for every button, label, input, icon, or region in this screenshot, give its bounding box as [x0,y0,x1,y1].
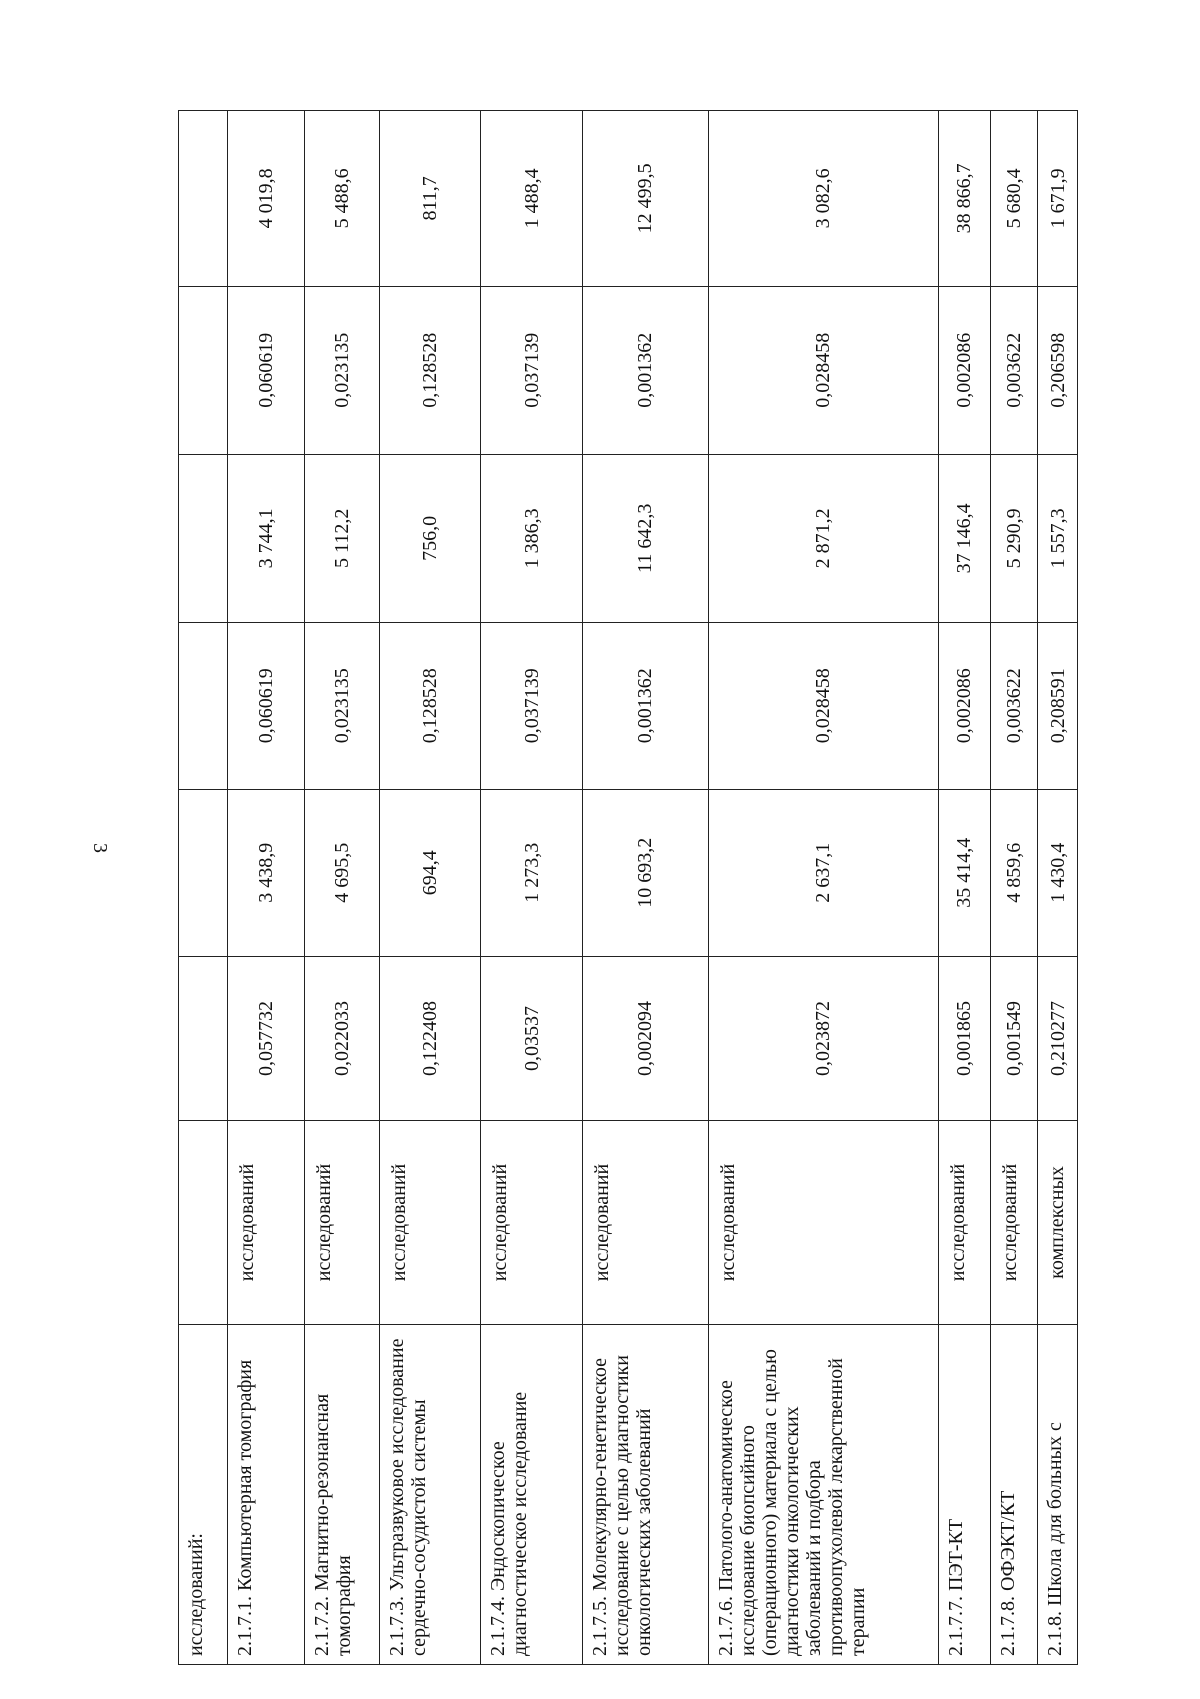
row-value-cell: 0,037139 [481,286,583,454]
row-value-cell: 1 430,4 [1038,789,1078,956]
row-value-cell: 12 499,5 [582,111,708,287]
row-unit-cell: исследований [938,1121,990,1324]
row-value-cell: 4 019,8 [228,111,304,287]
row-value-cell: 0,002086 [938,622,990,789]
row-value-cell: 0,001865 [938,956,990,1121]
row-unit-cell: исследований [708,1121,938,1324]
row-value-cell: 5 290,9 [991,454,1038,622]
row-value-cell: 5 488,6 [304,111,379,287]
row-value-cell: 0,03537 [481,956,583,1121]
row-value-cell: 0,002086 [938,286,990,454]
row-value-cell: 11 642,3 [582,454,708,622]
row-value-cell: 2 871,2 [708,454,938,622]
row-value-cell: 756,0 [379,454,481,622]
row-value-cell: 3 744,1 [228,454,304,622]
row-value-cell: 0,022033 [304,956,379,1121]
table-row [708,111,938,1665]
row-value-cell: 0,037139 [481,622,583,789]
row-name-cell: 2.1.8. Школа для больных с [1038,1324,1078,1664]
row-value-cell: 0,001549 [991,956,1038,1121]
row-name-cell: 2.1.7.5. Молекулярно-генетическое исследование с целью диагностики онкологических заболеваний [582,1324,708,1664]
row-value-cell: 0,001362 [582,286,708,454]
row-unit-cell: исследований [379,1121,481,1324]
row-value-cell: 0,003622 [991,622,1038,789]
header-empty-cell [179,1121,228,1324]
row-value-cell: 3 082,6 [708,111,938,287]
table-row [582,111,708,1665]
header-empty-cell [179,454,228,622]
row-value-cell: 0,057732 [228,956,304,1121]
row-value-cell: 0,060619 [228,622,304,789]
row-name-cell: 2.1.7.4. Эндоскопическое диагностическое исследование [481,1324,583,1664]
row-name-cell: 2.1.7.8. ОФЭКТ/КТ [991,1324,1038,1664]
row-value-cell: 0,128528 [379,286,481,454]
header-empty-cell [179,956,228,1121]
row-value-cell: 0,206598 [1038,286,1078,454]
table-row [481,111,583,1665]
header-cell: исследований: [179,1324,228,1664]
data-table-rotated [178,110,1078,1665]
table-row [1038,111,1078,1665]
row-value-cell: 35 414,4 [938,789,990,956]
row-unit-cell: исследований [582,1121,708,1324]
row-value-cell: 0,001362 [582,622,708,789]
row-value-cell: 1 386,3 [481,454,583,622]
table-row [304,111,379,1665]
row-value-cell: 0,028458 [708,622,938,789]
table-row [379,111,481,1665]
header-empty-cell [179,286,228,454]
row-value-cell: 4 859,6 [991,789,1038,956]
row-value-cell: 1 671,9 [1038,111,1078,287]
row-name-cell: 2.1.7.2. Магнитно-резонансная томография [304,1324,379,1664]
table-row [938,111,990,1665]
data-table [178,110,1078,1665]
row-value-cell: 0,023872 [708,956,938,1121]
table-row [228,111,304,1665]
row-value-cell: 811,7 [379,111,481,287]
row-value-cell: 37 146,4 [938,454,990,622]
row-value-cell: 694,4 [379,789,481,956]
row-value-cell: 0,002094 [582,956,708,1121]
row-value-cell: 0,028458 [708,286,938,454]
row-unit-cell: исследований [481,1121,583,1324]
header-empty-cell [179,622,228,789]
row-name-cell: 2.1.7.1. Компьютерная томография [228,1324,304,1664]
row-value-cell: 2 637,1 [708,789,938,956]
row-name-cell: 2.1.7.3. Ультразвуковое исследование сердечно-сосудистой системы [379,1324,481,1664]
page-number: 3 [89,843,111,853]
header-empty-cell [179,789,228,956]
row-value-cell: 0,208591 [1038,622,1078,789]
header-row [179,111,228,1665]
header-empty-cell [179,111,228,287]
row-value-cell: 38 866,7 [938,111,990,287]
table-row [991,111,1038,1665]
row-unit-cell: исследований [991,1121,1038,1324]
row-value-cell: 5 112,2 [304,454,379,622]
row-value-cell: 1 488,4 [481,111,583,287]
row-value-cell: 0,023135 [304,286,379,454]
row-value-cell: 0,122408 [379,956,481,1121]
row-value-cell: 4 695,5 [304,789,379,956]
row-value-cell: 1 273,3 [481,789,583,956]
row-value-cell: 1 557,3 [1038,454,1078,622]
row-unit-cell: исследований [228,1121,304,1324]
row-value-cell: 0,003622 [991,286,1038,454]
row-value-cell: 3 438,9 [228,789,304,956]
row-value-cell: 5 680,4 [991,111,1038,287]
row-value-cell: 0,060619 [228,286,304,454]
row-name-cell: 2.1.7.7. ПЭТ-КТ [938,1324,990,1664]
row-value-cell: 10 693,2 [582,789,708,956]
row-value-cell: 0,128528 [379,622,481,789]
row-value-cell: 0,210277 [1038,956,1078,1121]
row-value-cell: 0,023135 [304,622,379,789]
row-unit-cell: исследований [304,1121,379,1324]
row-name-cell: 2.1.7.6. Патолого-анатомическое исследование биопсийного (операционного) материала с целью диагностики онкологических заболеваний и подбора противоопухолевой лекарственной терапии [708,1324,938,1664]
row-unit-cell: комплексных [1038,1121,1078,1324]
